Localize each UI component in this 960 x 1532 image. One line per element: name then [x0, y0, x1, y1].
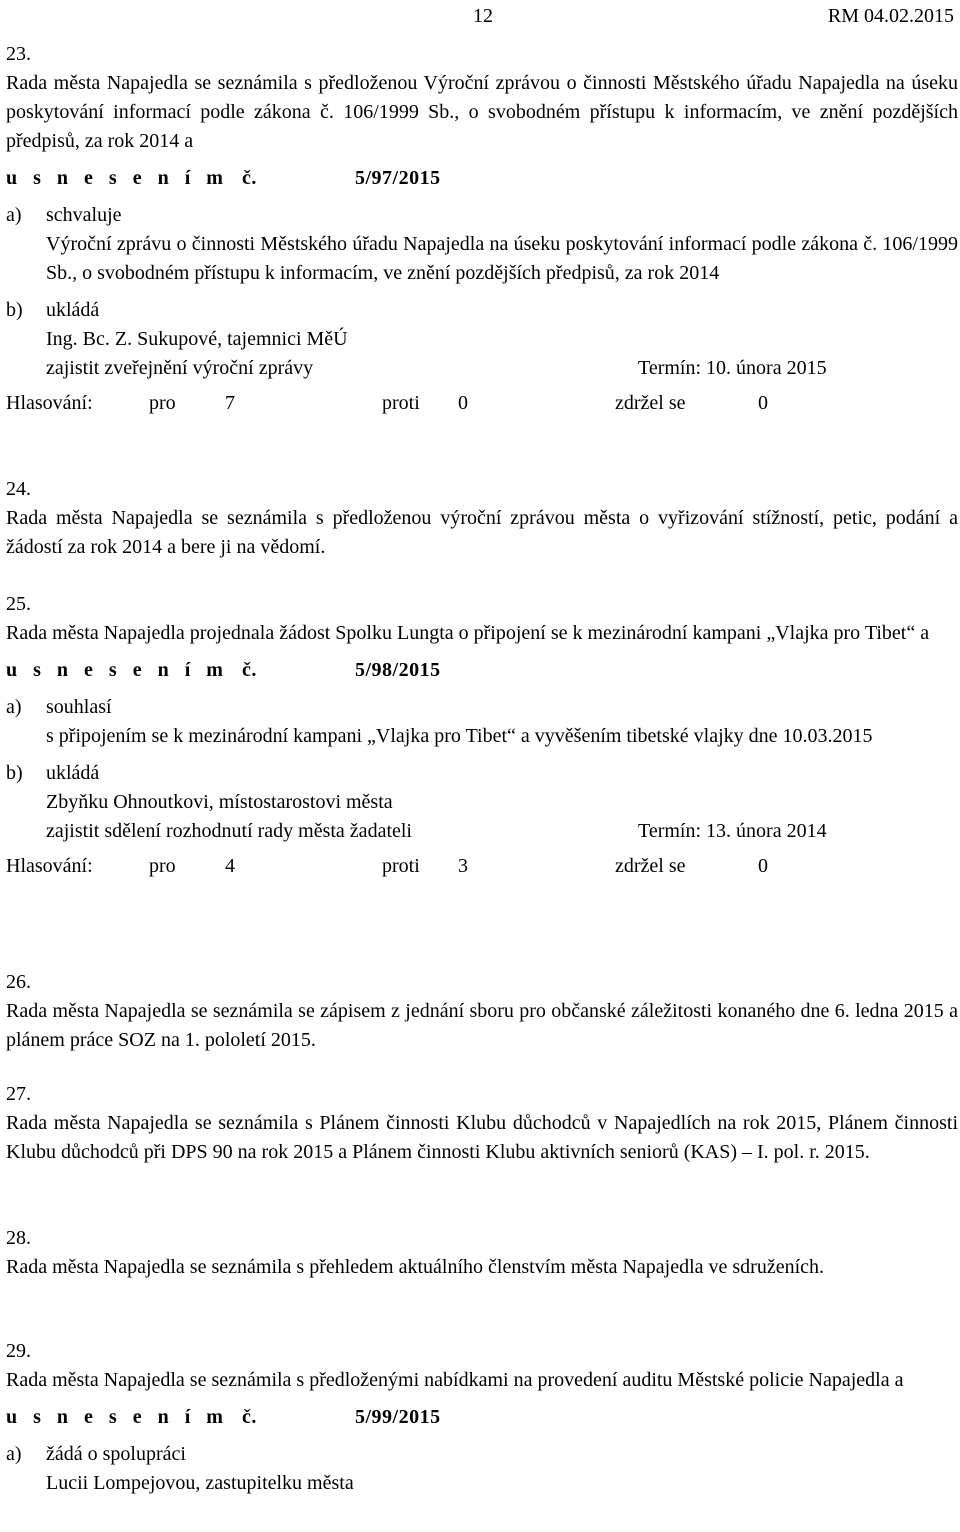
item-intro: Rada města Napajedla se seznámila s předloženou Výroční zprávou o činnosti Městského úřadu Napajedla na úseku poskytování informací podle zákona č. 106/1999 Sb., o svobodném přístupu k informacím, ve znění pozdějších předpisů, za rok 2014 a: [6, 72, 958, 152]
vote-label: Hlasování:: [6, 392, 93, 414]
clause-label: a): [6, 204, 22, 226]
item-29: [6, 1337, 958, 1498]
deadline: Termín: 13. února 2014: [638, 820, 827, 842]
resolution-line: [6, 164, 958, 193]
item-number: 28.: [6, 1227, 31, 1249]
clause-label: a): [6, 696, 22, 718]
clause-label: b): [6, 762, 23, 784]
resolution-c: č.: [242, 1406, 257, 1428]
task-text: zajistit zveřejnění výroční zprávy: [46, 357, 314, 379]
vote-pro-count: 7: [225, 392, 235, 414]
responsible-person: Ing. Bc. Z. Sukupové, tajemnici MěÚ: [46, 328, 348, 350]
task-row: [46, 354, 958, 383]
item-26: [6, 968, 958, 1055]
task-row: [46, 817, 958, 846]
vote-pro: pro: [149, 392, 176, 414]
resolution-c: č.: [242, 167, 257, 189]
clause-label: b): [6, 299, 23, 321]
clause-text: Výroční zprávu o činnosti Městského úřadu Napajedla na úseku poskytování informací podle zákona č. 106/1999 Sb., o svobodném přístupu k informacím, ve znění pozdějších předpisů, za rok 2014: [46, 233, 958, 284]
resolution-number: 5/98/2015: [355, 659, 441, 681]
responsible-person: Zbyňku Ohnoutkovi, místostarostovi města: [46, 791, 393, 813]
clause-b: [6, 759, 958, 817]
vote-proti: proti: [382, 855, 420, 877]
responsible-person: Lucii Lompejovou, zastupitelku města: [46, 1472, 354, 1494]
item-text: Rada města Napajedla se seznámila se zápisem z jednání sboru pro občanské záležitosti konaného dne 6. ledna 2015 a plánem práce SOZ na 1. pololetí 2015.: [6, 1000, 958, 1051]
resolution-line: [6, 1403, 958, 1432]
task-text: zajistit sdělení rozhodnutí rady města žadateli: [46, 820, 412, 842]
item-24: [6, 475, 958, 562]
vote-proti-count: 3: [458, 855, 468, 877]
resolution-word: u s n e s e n í m: [6, 167, 229, 189]
item-intro: Rada města Napajedla projednala žádost Spolku Lungta o připojení se k mezinárodní kampani „Vlajka pro Tibet“ a: [6, 622, 930, 644]
vote-pro-count: 4: [225, 855, 235, 877]
item-23: [6, 40, 958, 418]
item-text: Rada města Napajedla se seznámila s přehledem aktuálního členstvím města Napajedla ve sdruženích.: [6, 1256, 825, 1278]
item-28: [6, 1224, 958, 1282]
vote-zdrzel: zdržel se: [615, 855, 686, 877]
clause-a: [6, 1440, 958, 1498]
vote-zdrzel: zdržel se: [615, 392, 686, 414]
resolution-number: 5/97/2015: [355, 167, 441, 189]
page-header: [0, 0, 960, 30]
vote-pro: pro: [149, 855, 176, 877]
item-27: [6, 1080, 958, 1167]
clause-verb: schvaluje: [46, 204, 122, 226]
item-text: Rada města Napajedla se seznámila s předloženou výroční zprávou města o vyřizování stížností, petic, podání a žádostí za rok 2014 a bere ji na vědomí.: [6, 507, 958, 558]
resolution-c: č.: [242, 659, 257, 681]
item-25: [6, 590, 958, 881]
clause-verb: souhlasí: [46, 696, 112, 718]
vote-zdrzel-count: 0: [758, 855, 768, 877]
clause-verb: ukládá: [46, 762, 100, 784]
vote-proti: proti: [382, 392, 420, 414]
resolution-number: 5/99/2015: [355, 1406, 441, 1428]
vote-proti-count: 0: [458, 392, 468, 414]
clause-b: [6, 296, 958, 354]
clause-a: [6, 693, 958, 751]
item-number: 24.: [6, 478, 31, 500]
page-number: 12: [473, 5, 493, 27]
vote-zdrzel-count: 0: [758, 392, 768, 414]
item-text: Rada města Napajedla se seznámila s Plánem činnosti Klubu důchodců v Napajedlích na rok 2015, Plánem činnosti Klubu důchodců při DPS 90 na rok 2015 a Plánem činnosti Klubu aktivních seniorů (KAS) – I. pol. r. 2015.: [6, 1112, 958, 1163]
document-id: RM 04.02.2015: [827, 5, 954, 27]
clause-verb: žádá o spolupráci: [46, 1443, 186, 1465]
clause-text: s připojením se k mezinárodní kampani „Vlajka pro Tibet“ a vyvěšením tibetské vlajky dne 10.03.2015: [46, 725, 873, 747]
vote-row: [6, 852, 958, 881]
clause-a: [6, 201, 958, 288]
vote-label: Hlasování:: [6, 855, 93, 877]
item-intro: Rada města Napajedla se seznámila s předloženými nabídkami na provedení auditu Městské policie Napajedla a: [6, 1369, 904, 1391]
clause-label: a): [6, 1443, 22, 1465]
deadline: Termín: 10. února 2015: [638, 357, 827, 379]
item-number: 26.: [6, 971, 31, 993]
clause-verb: ukládá: [46, 299, 100, 321]
item-number: 27.: [6, 1083, 31, 1105]
item-number: 23.: [6, 43, 31, 65]
item-number: 29.: [6, 1340, 31, 1362]
resolution-word: u s n e s e n í m: [6, 1406, 229, 1428]
resolution-word: u s n e s e n í m: [6, 659, 229, 681]
vote-row: [6, 389, 958, 418]
item-number: 25.: [6, 593, 31, 615]
resolution-line: [6, 656, 958, 685]
